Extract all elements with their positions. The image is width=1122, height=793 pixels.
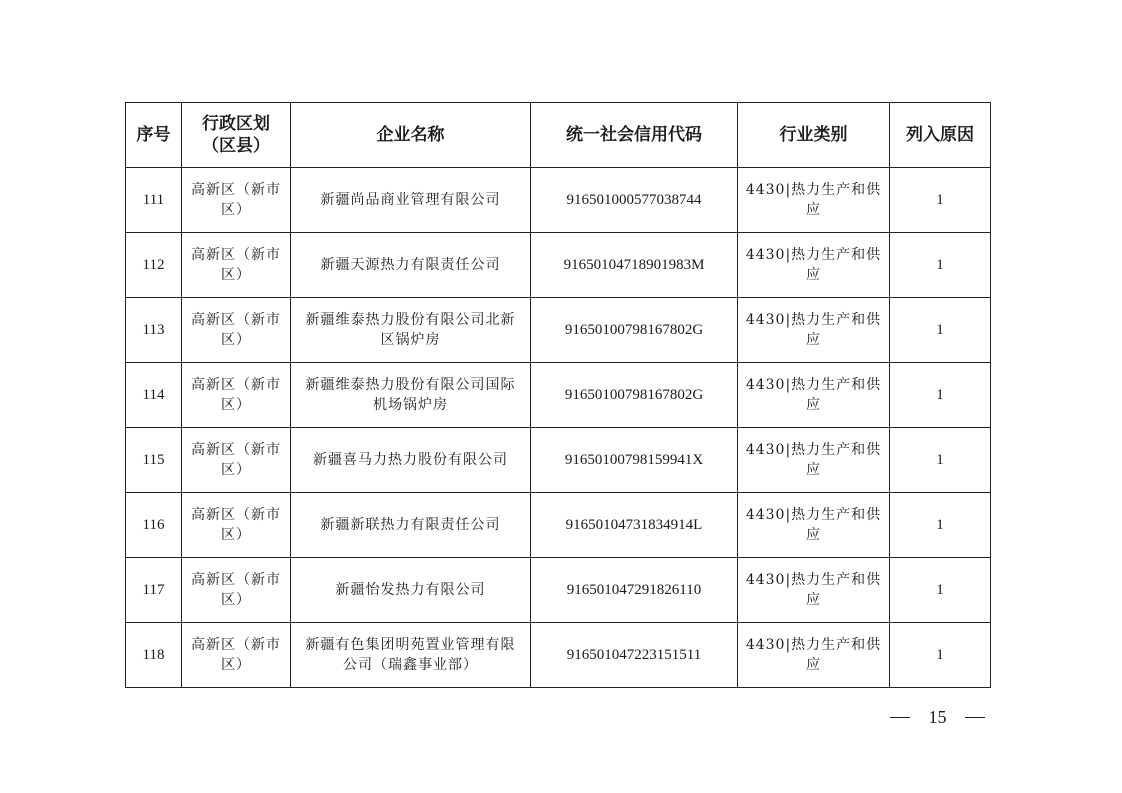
table-row [126, 363, 991, 428]
table-row [126, 298, 991, 363]
cell-industry: 4430|热力生产和供应 [738, 428, 890, 493]
cell-reason: 1 [890, 168, 991, 233]
page-number: 15 [928, 706, 947, 727]
header-district-line2: （区县） [202, 136, 270, 156]
cell-reason: 1 [890, 298, 991, 363]
cell-company: 新疆新联热力有限责任公司 [291, 493, 531, 558]
cell-industry: 4430|热力生产和供应 [738, 363, 890, 428]
table-row [126, 493, 991, 558]
table-row [126, 233, 991, 298]
cell-credit-code: 91650100798167802G [531, 363, 738, 428]
header-district [182, 103, 291, 168]
footer-dash-right [965, 717, 985, 718]
cell-seq: 116 [126, 493, 182, 558]
cell-credit-code: 916501047223151511 [531, 623, 738, 688]
cell-reason: 1 [890, 623, 991, 688]
cell-seq: 117 [126, 558, 182, 623]
header-district-line1: 行政区划 [202, 114, 270, 134]
cell-district: 高新区（新市区） [182, 168, 291, 233]
header-industry: 行业类别 [738, 103, 890, 168]
table-row [126, 428, 991, 493]
cell-reason: 1 [890, 428, 991, 493]
cell-district: 高新区（新市区） [182, 558, 291, 623]
cell-credit-code: 91650104731834914L [531, 493, 738, 558]
cell-company: 新疆维泰热力股份有限公司国际机场锅炉房 [291, 363, 531, 428]
cell-industry: 4430|热力生产和供应 [738, 558, 890, 623]
page-footer [890, 706, 985, 728]
cell-district: 高新区（新市区） [182, 428, 291, 493]
cell-seq: 111 [126, 168, 182, 233]
cell-seq: 114 [126, 363, 182, 428]
cell-credit-code: 91650100798167802G [531, 298, 738, 363]
cell-reason: 1 [890, 558, 991, 623]
cell-district: 高新区（新市区） [182, 623, 291, 688]
cell-industry: 4430|热力生产和供应 [738, 298, 890, 363]
cell-reason: 1 [890, 363, 991, 428]
cell-reason: 1 [890, 493, 991, 558]
cell-company: 新疆有色集团明苑置业管理有限公司（瑞鑫事业部） [291, 623, 531, 688]
cell-credit-code: 916501047291826110 [531, 558, 738, 623]
table-row [126, 623, 991, 688]
cell-seq: 115 [126, 428, 182, 493]
table-row [126, 558, 991, 623]
cell-industry: 4430|热力生产和供应 [738, 623, 890, 688]
cell-credit-code: 91650104718901983M [531, 233, 738, 298]
enterprise-list-table [125, 102, 991, 688]
cell-district: 高新区（新市区） [182, 493, 291, 558]
cell-reason: 1 [890, 233, 991, 298]
cell-industry: 4430|热力生产和供应 [738, 493, 890, 558]
cell-seq: 113 [126, 298, 182, 363]
table-header-row [126, 103, 991, 168]
cell-industry: 4430|热力生产和供应 [738, 233, 890, 298]
cell-district: 高新区（新市区） [182, 363, 291, 428]
cell-company: 新疆喜马力热力股份有限公司 [291, 428, 531, 493]
header-seq: 序号 [126, 103, 182, 168]
footer-dash-left [890, 717, 910, 718]
cell-company: 新疆尚品商业管理有限公司 [291, 168, 531, 233]
cell-district: 高新区（新市区） [182, 298, 291, 363]
cell-seq: 118 [126, 623, 182, 688]
header-reason: 列入原因 [890, 103, 991, 168]
cell-seq: 112 [126, 233, 182, 298]
cell-district: 高新区（新市区） [182, 233, 291, 298]
header-company: 企业名称 [291, 103, 531, 168]
header-credit-code: 统一社会信用代码 [531, 103, 738, 168]
cell-credit-code: 916501000577038744 [531, 168, 738, 233]
cell-credit-code: 91650100798159941X [531, 428, 738, 493]
cell-industry: 4430|热力生产和供应 [738, 168, 890, 233]
cell-company: 新疆怡发热力有限公司 [291, 558, 531, 623]
cell-company: 新疆维泰热力股份有限公司北新区锅炉房 [291, 298, 531, 363]
table-row [126, 168, 991, 233]
cell-company: 新疆天源热力有限责任公司 [291, 233, 531, 298]
